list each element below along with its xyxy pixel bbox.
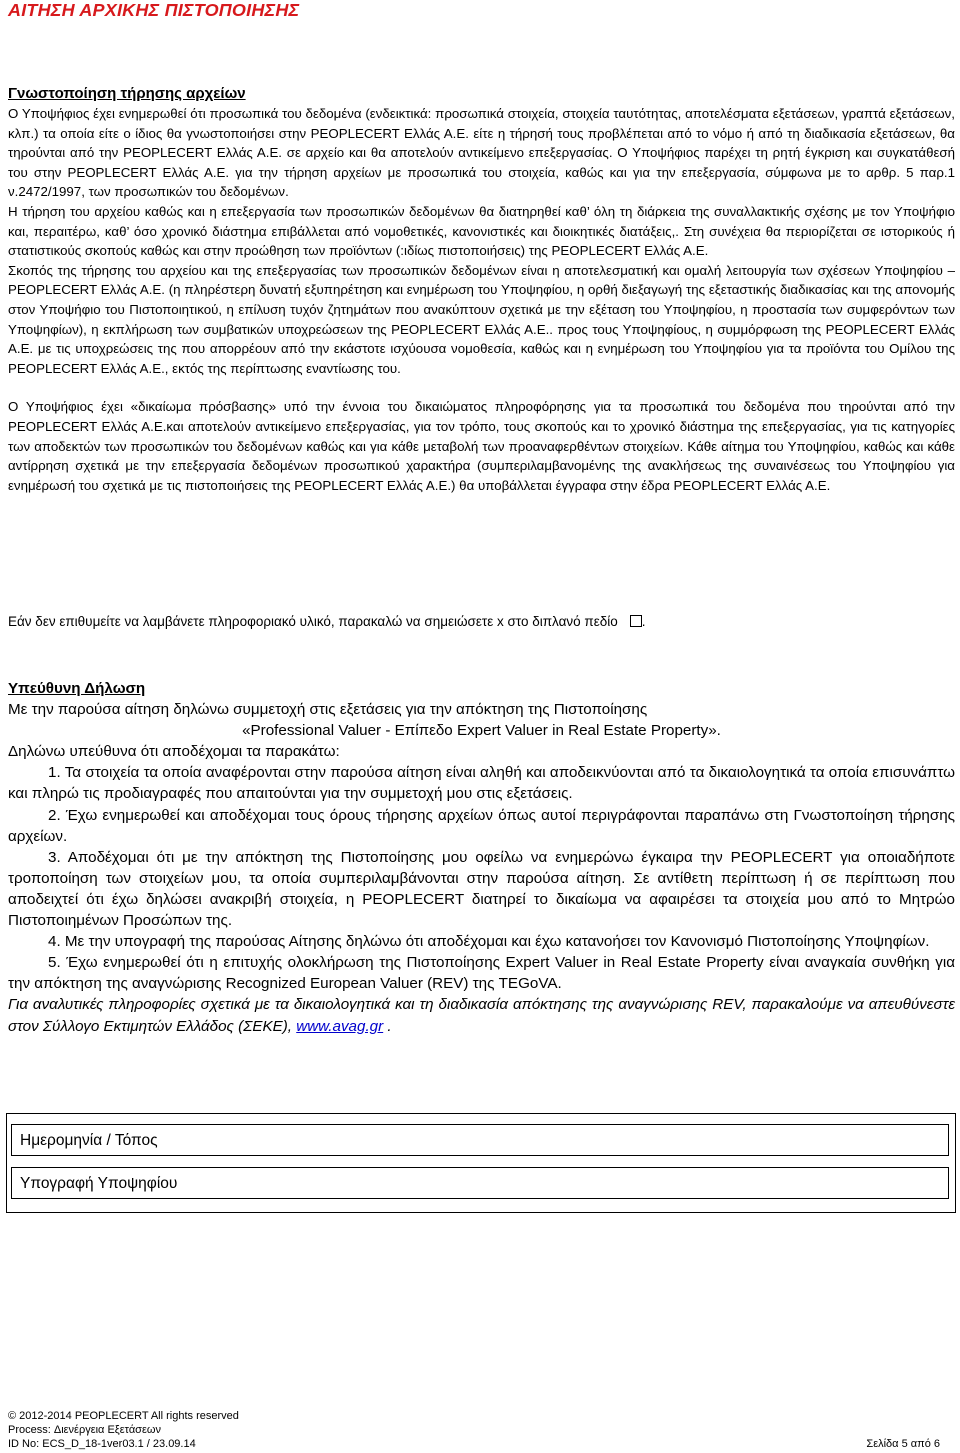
records-notice-paragraph-1: Ο Υποψήφιος έχει ενημερωθεί ότι προσωπικά του δεδομένα (ενδεικτικά: προσωπικά στοιχεία, στοιχεία ταυτότητας, αποτελέσματα εξετάσεων, γραπτά εξετάσεων, κλπ.) τα οποία είτε ο ίδιος θα γνωστοποιήσει στην PEOPLECERT Ελλάς Α.Ε. είτε η τήρησή τους προβλέπεται από το νόμο ή από τη διαδικασία εξετάσεων, θα τηρούνται από την PEOPLECERT Ελλάς Α.Ε. σε αρχείο και θα αποτελούν αντικείμενο επεξεργασίας. Ο Υποψήφιος παρέχει τη ρητή έγκριση και συγκατάθεσή του στην PEOPLECERT Ελλάς Α.Ε. για την τήρηση αρχείων με προσωπικά του στοιχεία, καθώς και για την επεξεργασία, σύμφωνα με το αρθρ. 5 παρ.1 ν.2472/1997, των προσωπικών του δεδομένων.	[8, 106, 955, 200]
declaration-section	[8, 678, 955, 1037]
avag-link[interactable]: www.avag.gr	[296, 1017, 384, 1035]
declaration-item-1: 1. Τα στοιχεία τα οποία αναφέρονται στην παρούσα αίτηση είναι αληθή και αποδεικνύονται από τα δικαιολογητικά τα οποία επισυνάπτω και πληρώ τις προδιαγραφές που απαιτούνται για την συμμετοχή μου στις εξετάσεις.	[8, 764, 955, 803]
declaration-item-2: 2. Έχω ενημερωθεί και αποδέχομαι τους όρους τήρησης αρχείων όπως αυτοί περιγράφονται παραπάνω στη Γνωστοποίηση τήρησης αρχείων.	[8, 806, 955, 845]
records-notice-paragraph-4: Ο Υποψήφιος έχει «δικαίωμα πρόσβασης» υπό την έννοια του δικαιώματος πληροφόρησης για τα προσωπικά του δεδομένα που τηρούνται από την PEOPLECERT Ελλάς Α.Ε.και αποτελούν αντικείμενο επεξεργασίας, για τον τρόπο, τους σκοπούς και το χρονικό διάστημα της επεξεργασίας, για τις κατηγορίες των αποδεκτών των προσωπικών του δεδομένων καθώς και για κάθε μεταβολή των προαναφερθέντων στοιχείων. Κάθε αίτημα του Υποψηφίου, καθώς και κάθε αντίρρηση σχετικά με την επεξεργασία δεδομένων προσωπικού χαρακτήρα (συμπεριλαμβανομένης της ανακλήσεως της συναινέσεως του Υποψηφίου για ενημέρωσή του σχετικά με τις πιστοποιήσεις της PEOPLECERT Ελλάς Α.Ε.) θα υποβάλλεται έγγραφα στην έδρα PEOPLECERT Ελλάς Α.Ε.	[8, 399, 955, 493]
page-footer	[8, 1409, 940, 1451]
declaration-note: Για αναλυτικές πληροφορίες σχετικά με τα δικαιολογητικά και τη διαδικασία απόκτησης της αναγνώρισης REV, παρακαλούμε να απευθύνεστε στον Σύλλογο Εκτιμητών Ελλάδος (ΣΕΚΕ), www.avag.gr .	[8, 996, 955, 1035]
signature-box	[6, 1113, 956, 1213]
records-notice-section	[8, 84, 955, 495]
declaration-item-4: 4. Με την υπογραφή της παρούσας Αίτησης δηλώνω ότι αποδέχομαι και έχω κατανοήσει τον Κανονισμό Πιστοποίησης Υποψηφίων.	[48, 933, 930, 951]
declaration-intro-2: «Professional Valuer - Επίπεδο Expert Valuer in Real Estate Property».	[242, 722, 721, 740]
declaration-title: Υπεύθυνη Δήλωση	[8, 680, 146, 697]
date-place-field[interactable]: Ημερομηνία / Τόπος	[11, 1124, 949, 1156]
declaration-item-3: 3. Αποδέχομαι ότι με την απόκτηση της Πιστοποίησης μου οφείλω να ενημερώνω έγκαιρα την PEOPLECERT για οποιαδήποτε τροποποίηση των στοιχείων μου, τα οποία συμπεριλαμβάνονται στην παρούσα αίτηση. Σε αντίθετη περίπτωση ή σε περίπτωση που αποδειχτεί ότι έχω δηλώσει ανακριβή στοιχεία, η PEOPLECERT διατηρεί το δικαίωμα να αφαιρέσει τα στοιχεία μου από το Μητρώο Πιστοποιημένων Προσώπων της.	[8, 848, 955, 930]
marketing-opt-out-text: Εάν δεν επιθυμείτε να λαμβάνετε πληροφοριακό υλικό, παρακαλώ να σημειώσετε x στο διπλανό πεδίο	[8, 614, 618, 629]
marketing-opt-out-line: Εάν δεν επιθυμείτε να λαμβάνετε πληροφοριακό υλικό, παρακαλώ να σημειώσετε x στο διπλανό πεδίο .	[8, 614, 646, 629]
declaration-item-5: 5. Έχω ενημερωθεί ότι η επιτυχής ολοκλήρωση της Πιστοποίησης Expert Valuer in Real Estate Property είναι αναγκαία συνθήκη για την απόκτηση της αναγνώρισης Recognized European Valuer (REV) της TEGoVA.	[8, 954, 955, 993]
declaration-note-text: Για αναλυτικές πληροφορίες σχετικά με τα δικαιολογητικά και τη διαδικασία απόκτησης της αναγνώρισης REV, παρακαλούμε να απευθύνεστε στον Σύλλογο Εκτιμητών Ελλάδος (ΣΕΚΕ),	[8, 996, 955, 1035]
footer-process: Process: Διενέργεια Εξετάσεων	[8, 1424, 161, 1436]
footer-page-number: Σελίδα 5 από 6	[866, 1438, 940, 1450]
declaration-intro-3: Δηλώνω υπεύθυνα ότι αποδέχομαι τα παρακάτω:	[8, 743, 340, 761]
document-header-title: ΑΙΤΗΣΗ ΑΡΧΙΚΗΣ ΠΙΣΤΟΠΟΙΗΣΗΣ	[8, 0, 300, 20]
opt-out-checkbox[interactable]	[630, 615, 642, 627]
candidate-signature-field[interactable]: Υπογραφή Υποψηφίου	[11, 1167, 949, 1199]
footer-id: ID No: ECS_D_18-1ver03.1 / 23.09.14	[8, 1438, 196, 1450]
records-notice-paragraph-2: Η τήρηση του αρχείου καθώς και η επεξεργασία των προσωπικών δεδομένων θα διατηρηθεί καθ’ όλη τη διάρκεια της συναλλακτικής σχέσης με τον Υποψήφιο και, περαιτέρω, καθ’ όσο χρονικό διάστημα επιβάλλεται από νομοθετικές, κανονιστικές και διοικητικές διατάξεις,. Στη συνέχεια θα περιορίζεται σε ιστορικούς ή στατιστικούς σκοπούς καθώς και στην προώθηση των προϊόντων (:ιδίως πιστοποιήσεις) της PEOPLECERT Ελλάς Α.Ε.	[8, 203, 955, 259]
records-notice-paragraph-3: Σκοπός της τήρησης του αρχείου και της επεξεργασίας των προσωπικών δεδομένων είναι η αποτελεσματική και ομαλή λειτουργία των σχέσεων Υποψηφίου – PEOPLECERT Ελλάς Α.Ε. (η πληρέστερη δυνατή εξυπηρέτηση και ενημέρωση του Υποψηφίου, η ορθή διεξαγωγή της εξεταστικής διαδικασίας και της απονομής στον Υποψήφιο του Πιστοποιητικού, η επίλυση τυχόν ζητημάτων που ανακύπτουν σχετικά με την εξέταση του Υποψηφίου, η προστασία των συμφερόντων των Υποψηφίων), η εκπλήρωση των συμβατικών υποχρεώσεων της PEOPLECERT Ελλάς Α.Ε.. προς τους Υποψηφίους, η συμμόρφωση της PEOPLECERT Ελλάς Α.Ε. με τις υποχρεώσεις της που απορρέουν από την εκάστοτε ισχύουσα νομοθεσία, καθώς και η ενημέρωση του Υποψηφίου για τα προϊόντα του Ομίλου της PEOPLECERT Ελλάς Α.Ε., εκτός της περίπτωσης εναντίωσης του.	[8, 262, 955, 376]
records-notice-heading: Γνωστοποίηση τήρησης αρχείων	[8, 85, 246, 102]
footer-copyright: © 2012-2014 PEOPLECERT All rights reserved	[8, 1410, 239, 1422]
declaration-intro-1: Με την παρούσα αίτηση δηλώνω συμμετοχή στις εξετάσεις για την απόκτηση της Πιστοποίησης	[8, 701, 648, 719]
